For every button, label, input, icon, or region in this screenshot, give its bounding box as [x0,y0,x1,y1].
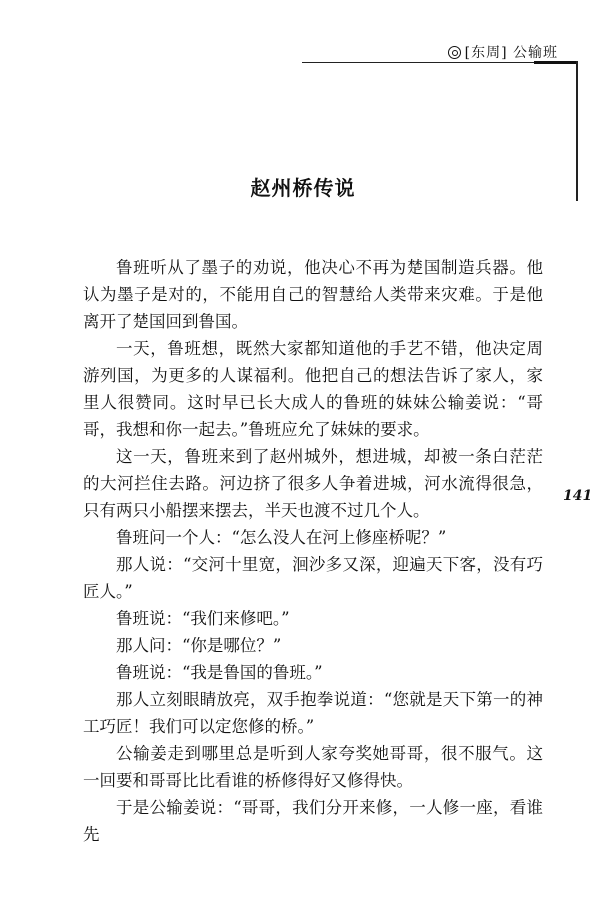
running-header-text: [东周] 公输班 [464,45,558,61]
paragraph: 这一天，鲁班来到了赵州城外，想进城，却被一条白茫茫的大河拦住去路。河边挤了很多人争着进城，河水流得很急，只有两只小船摆来摆去，半天也渡不过几个人。 [83,447,543,520]
double-circle-icon [448,46,461,59]
paragraph: 那人立刻眼睛放亮，双手抱拳说道：“您就是天下第一的神工巧匠！我们可以定您修的桥。” [83,690,543,736]
body-text [83,254,543,848]
header-rule-accent [534,61,578,64]
running-header [448,42,558,62]
header-rule [302,62,534,63]
page-number: 141 [563,488,593,504]
paragraph: 那人问：“你是哪位？” [116,636,282,655]
paragraph: 公输姜走到哪里总是听到人家夸奖她哥哥，很不服气。这一回要和哥哥比比看谁的桥修得好又修得快。 [83,744,543,790]
paragraph: 鲁班听从了墨子的劝说，他决心不再为楚国制造兵器。他认为墨子是对的，不能用自己的智慧给人类带来灾难。于是他离开了楚国回到鲁国。 [83,258,543,331]
paragraph: 一天，鲁班想，既然大家都知道他的手艺不错，他决定周游列国，为更多的人谋福利。他把自己的想法告诉了家人，家里人很赞同。这时早已长大成人的鲁班的妹妹公输姜说：“哥哥，我想和你一起去。”鲁班应允了妹妹的要求。 [83,339,543,439]
paragraph: 那人说：“交河十里宽，洄沙多又深，迎遍天下客，没有巧匠人。” [83,555,543,601]
paragraph: 鲁班说：“我们来修吧。” [116,609,290,628]
paragraph: 鲁班问一个人：“怎么没人在河上修座桥呢？” [116,528,447,547]
chapter-title: 赵州桥传说 [250,176,356,200]
paragraph: 于是公输姜说：“哥哥，我们分开来修，一人修一座，看谁先 [83,798,543,844]
paragraph: 鲁班说：“我是鲁国的鲁班。” [116,663,323,682]
